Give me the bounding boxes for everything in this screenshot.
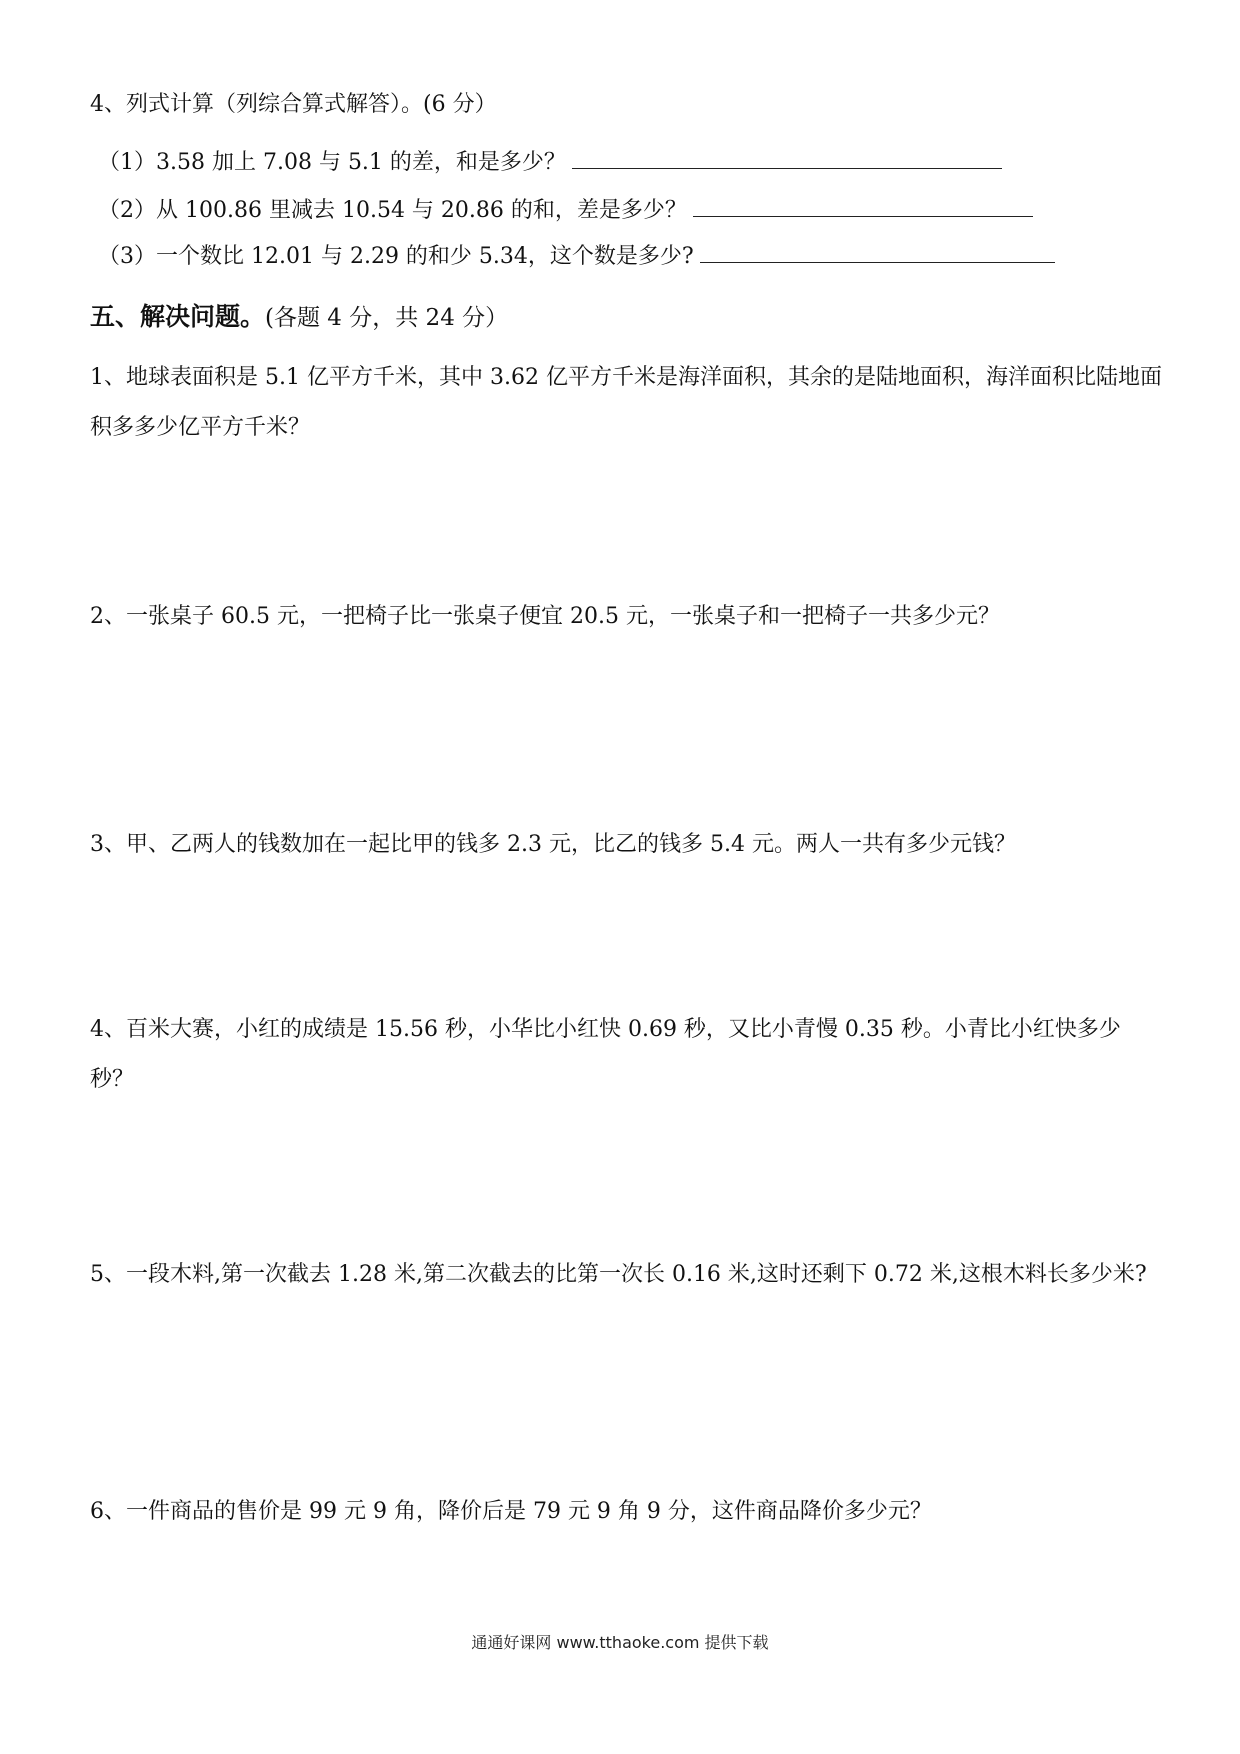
problem-6: 6、一件商品的售价是 99 元 9 角，降价后是 79 元 9 角 9 分，这件商品降价多少元？ (90, 1499, 932, 1524)
problem-5: 5、一段木料,第一次截去 1.28 米,第二次截去的比第一次长 0.16 米,这时还剩下 0.72 米,这根木料长多少米? (90, 1262, 1147, 1287)
section-5-points-note: (各题 4 分，共 24 分） (265, 305, 509, 331)
part4-item-3 (98, 242, 1055, 272)
answer-blank[interactable] (572, 150, 1002, 169)
part4-item-2 (98, 196, 1033, 226)
page-footer: 通通好课网 www.tthaoke.com 提供下载 (471, 1633, 769, 1652)
section-5-heading (90, 300, 508, 335)
problem-2: 2、一张桌子 60.5 元，一把椅子比一张桌子便宜 20.5 元，一张桌子和一把椅子一共多少元？ (90, 604, 1000, 629)
part4-item-1 (98, 148, 1002, 178)
section-5-title: 五、解决问题。 (90, 302, 266, 331)
answer-blank[interactable] (700, 244, 1055, 263)
answer-blank[interactable] (693, 198, 1033, 217)
part4-item-1-text: （1）3.58 加上 7.08 与 5.1 的差，和是多少？ (98, 150, 566, 175)
problem-1: 1、地球表面积是 5.1 亿平方千米，其中 3.62 亿平方千米是海洋面积，其余的是陆地面积，海洋面积比陆地面积多多少亿平方千米？ (90, 365, 1162, 440)
problem-3: 3、甲、乙两人的钱数加在一起比甲的钱多 2.3 元，比乙的钱多 5.4 元。两人一共有多少元钱？ (90, 832, 1016, 857)
problem-4: 4、百米大赛，小红的成绩是 15.56 秒，小华比小红快 0.69 秒，又比小青慢 0.35 秒。小青比小红快多少秒？ (90, 1017, 1121, 1092)
part4-item-3-text: （3）一个数比 12.01 与 2.29 的和少 5.34，这个数是多少? (98, 244, 694, 269)
part4-item-2-text: （2）从 100.86 里减去 10.54 与 20.86 的和，差是多少？ (98, 198, 687, 223)
part4-title: 4、列式计算（列综合算式解答）。(6 分） (90, 92, 497, 117)
